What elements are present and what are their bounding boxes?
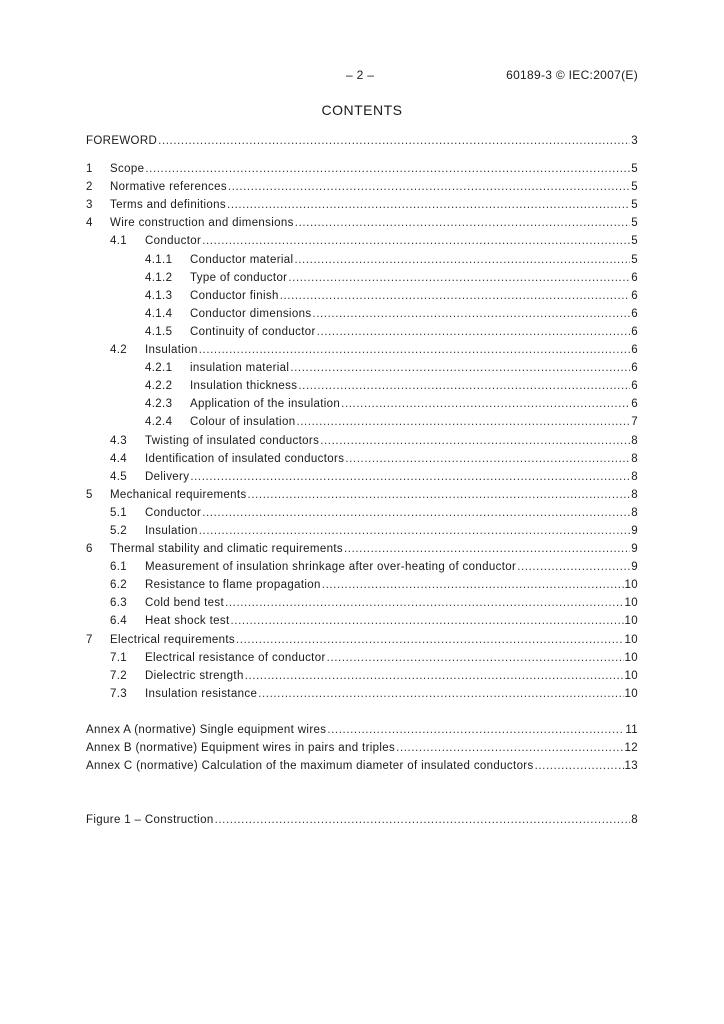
toc-entry-page: 5 (631, 163, 638, 176)
toc-entry-page: 8 (631, 488, 638, 501)
toc-entry-figure-1[interactable] (86, 811, 638, 829)
toc-entry-text: Dielectric strength (145, 669, 244, 682)
toc-leader-dots (236, 631, 623, 649)
toc-entry-7-1[interactable] (86, 649, 638, 667)
toc-leader-dots (296, 413, 630, 431)
toc-leader-dots (341, 395, 630, 413)
toc-entry-4-2-1[interactable] (86, 359, 638, 377)
toc-entry-text: Mechanical requirements (110, 488, 247, 501)
toc-entry-text: Type of conductor (190, 271, 288, 284)
toc-entry-number: 4.1.2 (145, 271, 173, 284)
toc-leader-dots (158, 132, 630, 150)
toc-leader-dots (290, 359, 630, 377)
table-of-contents (86, 132, 638, 829)
toc-entry-text: Annex B (normative) Equipment wires in pairs and triples (86, 742, 396, 754)
toc-entry-page: 8 (631, 470, 638, 483)
toc-entry-number: 4.2.3 (145, 398, 173, 411)
toc-leader-dots (294, 251, 630, 269)
toc-entry-number: 6.2 (110, 579, 128, 592)
page-number: – 2 – (346, 68, 375, 82)
toc-entry-text: Electrical requirements (110, 633, 236, 646)
toc-entry-text: Delivery (145, 470, 190, 483)
toc-entry-annex-b[interactable] (86, 739, 638, 757)
toc-entry-text: Normative references (110, 181, 227, 194)
toc-entry-7-2[interactable] (86, 667, 638, 685)
toc-leader-dots (199, 341, 631, 359)
toc-entry-number: 4.4 (110, 452, 128, 465)
toc-entry-page: 5 (631, 217, 638, 230)
toc-leader-dots (312, 305, 630, 323)
toc-entry-text: Insulation (145, 524, 198, 537)
toc-entry-text: Thermal stability and climatic requirements (110, 543, 343, 556)
toc-leader-dots (345, 450, 630, 468)
toc-entry-page: 11 (625, 723, 638, 736)
toc-entry-page: 6 (631, 380, 638, 393)
toc-entry-foreword[interactable] (86, 132, 638, 150)
toc-entry-page: 10 (624, 615, 638, 628)
toc-leader-dots (248, 486, 631, 504)
toc-entry-5[interactable] (86, 486, 638, 504)
toc-entry-4-1[interactable] (86, 232, 638, 250)
toc-entry-text: Resistance to flame propagation (145, 579, 321, 592)
toc-entry-page: 10 (624, 687, 638, 700)
toc-entry-text: Continuity of conductor (190, 325, 316, 338)
toc-entry-number: 1 (86, 163, 93, 176)
toc-entry-page: 5 (631, 235, 638, 248)
toc-entry-annex-c[interactable] (86, 757, 638, 775)
toc-entry-number: 4.1.3 (145, 289, 173, 302)
toc-entry-number: 6 (86, 543, 93, 556)
toc-entry-number: 4.2 (110, 344, 128, 357)
toc-entry-number: 6.1 (110, 561, 128, 574)
toc-entry-annex-a[interactable] (86, 721, 638, 739)
toc-entry-page: 6 (631, 398, 638, 411)
toc-entry-6-1[interactable] (86, 558, 638, 576)
toc-entry-page: 3 (631, 135, 638, 147)
toc-entry-6-3[interactable] (86, 594, 638, 612)
toc-entry-text: Identification of insulated conductors (145, 452, 345, 465)
toc-entry-page: 9 (631, 543, 638, 556)
toc-entry-number: 3 (86, 199, 93, 212)
toc-entry-text: Electrical resistance of conductor (145, 651, 326, 664)
toc-entry-text: Conductor finish (190, 289, 279, 302)
toc-entry-number: 4.1.4 (145, 307, 173, 320)
toc-entry-5-1[interactable] (86, 504, 638, 522)
toc-leader-dots (322, 576, 624, 594)
toc-leader-dots (327, 721, 624, 739)
toc-entry-page: 12 (624, 742, 638, 754)
toc-entry-4-1-1[interactable] (86, 251, 638, 269)
toc-leader-dots (344, 540, 630, 558)
toc-leader-dots (535, 757, 624, 775)
toc-entry-page: 10 (624, 579, 638, 592)
toc-leader-dots (517, 558, 630, 576)
toc-leader-dots (199, 522, 631, 540)
toc-entry-number: 4 (86, 217, 93, 230)
toc-entry-number: 7.1 (110, 651, 128, 664)
toc-entry-number: 7 (86, 633, 93, 646)
toc-entry-page: 6 (631, 325, 638, 338)
toc-entry-page: 6 (631, 307, 638, 320)
toc-entry-page: 8 (631, 452, 638, 465)
toc-entry-4-3[interactable] (86, 432, 638, 450)
toc-entry-4-1-5[interactable] (86, 323, 638, 341)
toc-entry-4-2-3[interactable] (86, 395, 638, 413)
toc-entry-text: Conductor (145, 235, 202, 248)
toc-leader-dots (317, 323, 631, 341)
toc-leader-dots (327, 649, 624, 667)
toc-entry-number: 4.1.5 (145, 325, 173, 338)
toc-entry-5-2[interactable] (86, 522, 638, 540)
toc-entry-text: insulation material (190, 362, 290, 375)
toc-leader-dots (215, 811, 631, 829)
toc-entry-6-4[interactable] (86, 612, 638, 630)
toc-entry-4-1-4[interactable] (86, 305, 638, 323)
toc-leader-dots (280, 287, 631, 305)
toc-entry-text: Insulation thickness (190, 380, 298, 393)
toc-entry-6-2[interactable] (86, 576, 638, 594)
toc-entry-page: 10 (624, 633, 638, 646)
toc-entry-1[interactable] (86, 160, 638, 178)
toc-entry-number: 5.2 (110, 524, 128, 537)
toc-entry-page: 8 (631, 814, 638, 827)
toc-entry-2[interactable] (86, 178, 638, 196)
toc-entry-page: 10 (624, 597, 638, 610)
toc-entry-text: Terms and definitions (110, 199, 227, 212)
toc-entry-number: 4.5 (110, 470, 128, 483)
toc-entry-4-4[interactable] (86, 450, 638, 468)
toc-entry-page: 6 (631, 289, 638, 302)
toc-entry-number: 6.3 (110, 597, 128, 610)
toc-entry-text: Heat shock test (145, 615, 230, 628)
toc-entry-6[interactable] (86, 540, 638, 558)
toc-entry-text: Scope (110, 163, 145, 176)
toc-entry-page: 9 (631, 561, 638, 574)
toc-leader-dots (231, 612, 624, 630)
toc-entry-4-1-3[interactable] (86, 287, 638, 305)
toc-entry-text: Figure 1 – Construction (86, 814, 214, 827)
toc-leader-dots (145, 160, 630, 178)
toc-leader-dots (228, 178, 630, 196)
toc-leader-dots (288, 269, 630, 287)
toc-entry-page: 6 (631, 362, 638, 375)
toc-entry-text: Cold bend test (145, 597, 225, 610)
toc-entry-4-2[interactable] (86, 341, 638, 359)
toc-entry-text: Annex A (normative) Single equipment wires (86, 723, 327, 736)
toc-entry-7-3[interactable] (86, 685, 638, 703)
toc-entry-page: 5 (631, 181, 638, 194)
toc-leader-dots (202, 504, 630, 522)
toc-entry-page: 13 (624, 760, 638, 773)
toc-entry-number: 4.1.1 (145, 253, 173, 266)
toc-leader-dots (225, 594, 623, 612)
toc-entry-number: 4.2.1 (145, 362, 173, 375)
toc-entry-number: 5 (86, 488, 93, 501)
toc-entry-4-1-2[interactable] (86, 269, 638, 287)
toc-entry-text: Insulation (145, 344, 198, 357)
toc-entry-number: 7.3 (110, 687, 128, 700)
toc-entry-4-2-2[interactable] (86, 377, 638, 395)
toc-entry-number: 4.3 (110, 434, 128, 447)
standard-identifier: 60189-3 © IEC:2007(E) (506, 68, 638, 82)
toc-entry-text: Measurement of insulation shrinkage after over-heating of conductor (145, 561, 517, 574)
toc-entry-number: 6.4 (110, 615, 128, 628)
toc-entry-text: Conductor (145, 506, 202, 519)
toc-entry-text: Twisting of insulated conductors (145, 434, 320, 447)
toc-entry-page: 8 (631, 506, 638, 519)
toc-entry-4[interactable] (86, 214, 638, 232)
toc-entry-4-5[interactable] (86, 468, 638, 486)
toc-entry-page: 10 (624, 651, 638, 664)
toc-entry-text: Application of the insulation (190, 398, 341, 411)
toc-entry-number: 7.2 (110, 669, 128, 682)
toc-entry-text: Wire construction and dimensions (110, 217, 294, 230)
toc-entry-number: 2 (86, 181, 93, 194)
toc-entry-7[interactable] (86, 631, 638, 649)
toc-leader-dots (258, 685, 623, 703)
toc-entry-3[interactable] (86, 196, 638, 214)
page-title: CONTENTS (321, 102, 403, 118)
toc-entry-page: 6 (631, 344, 638, 357)
toc-leader-dots (190, 468, 630, 486)
toc-entry-text: Conductor material (190, 253, 294, 266)
toc-entry-4-2-4[interactable] (86, 413, 638, 431)
toc-entry-page: 9 (631, 524, 638, 537)
toc-entry-text: Colour of insulation (190, 416, 296, 429)
toc-entry-page: 5 (631, 199, 638, 212)
toc-leader-dots (396, 739, 623, 757)
toc-leader-dots (298, 377, 630, 395)
toc-leader-dots (245, 667, 624, 685)
toc-entry-page: 5 (631, 253, 638, 266)
toc-entry-page: 7 (631, 416, 638, 429)
toc-entry-number: 4.2.4 (145, 416, 173, 429)
toc-entry-text: Conductor dimensions (190, 307, 312, 320)
toc-entry-page: 6 (631, 271, 638, 284)
toc-entry-text: Insulation resistance (145, 687, 258, 700)
toc-entry-number: 5.1 (110, 506, 128, 519)
toc-leader-dots (320, 432, 630, 450)
toc-entry-text: FOREWORD (86, 135, 158, 147)
toc-entry-page: 10 (624, 669, 638, 682)
toc-leader-dots (295, 214, 630, 232)
toc-entry-number: 4.2.2 (145, 380, 173, 393)
toc-entry-page: 8 (631, 434, 638, 447)
toc-entry-text: Annex C (normative) Calculation of the maximum diameter of insulated conductors (86, 760, 534, 773)
toc-leader-dots (227, 196, 630, 214)
toc-entry-number: 4.1 (110, 235, 128, 248)
toc-leader-dots (202, 232, 630, 250)
